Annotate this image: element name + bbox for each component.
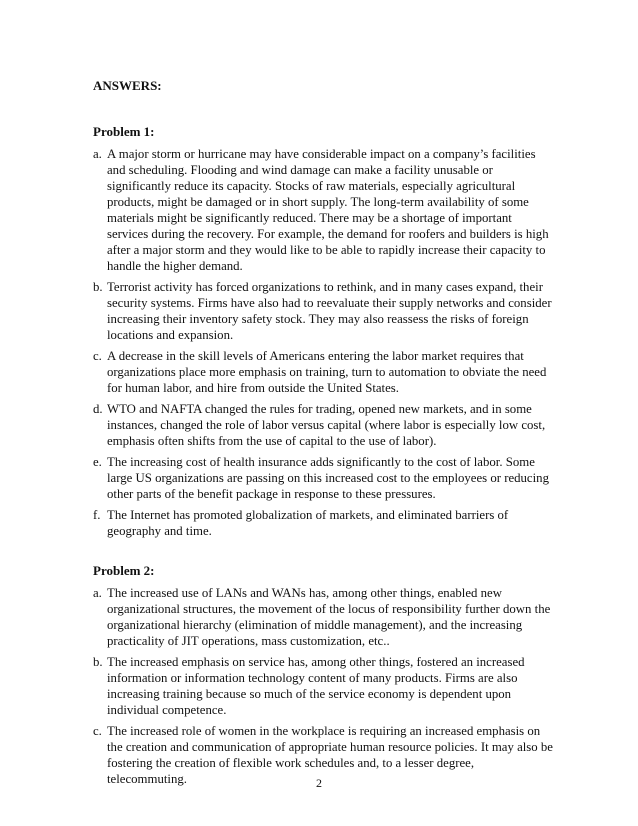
list-marker: c.: [93, 349, 102, 363]
document-body: [93, 78, 553, 811]
list-marker: a.: [93, 586, 102, 600]
list-item-text: Terrorist activity has forced organizations to rethink, and in many cases expand, their security systems. Firms have also had to reevaluate their supply networks and consider increasing their inventory safety stock. They may also reassess the risks of foreign locations and expansion.: [107, 280, 552, 342]
list-marker: c.: [93, 724, 102, 738]
problem-1-heading: Problem 1:: [93, 124, 155, 139]
problem-2-heading: Problem 2:: [93, 563, 155, 578]
list-marker: d.: [93, 402, 103, 416]
list-item: [93, 348, 553, 396]
list-marker: f.: [93, 508, 101, 522]
list-item: [93, 654, 553, 718]
page-number: 2: [316, 776, 322, 790]
list-marker: e.: [93, 455, 102, 469]
list-item-text: The increased role of women in the workplace is requiring an increased emphasis on the creation and communication of appropriate human resource policies. It may also be fostering the creation of flexible work schedules and, to a lesser degree, telecommuting.: [107, 724, 553, 786]
list-item: [93, 585, 553, 649]
list-item-text: The increased use of LANs and WANs has, among other things, enabled new organizational structures, the movement of the locus of responsibility further down the organizational hierarchy (elimination of middle management), and the increasing practicality of JIT operations, mass customization, etc..: [107, 586, 551, 648]
list-item: [93, 279, 553, 343]
list-item-text: The Internet has promoted globalization of markets, and eliminated barriers of geography and time.: [107, 508, 509, 538]
problem-1-section: [93, 124, 553, 539]
list-item: [93, 507, 553, 539]
list-item-text: A major storm or hurricane may have considerable impact on a company’s facilities and scheduling. Flooding and wind damage can make a facility unusable or significantly reduce its capacity. Stocks of raw materials, especially agricultural products, might be damaged or in short supply. The long-term availability of some materials might be significantly reduced. There may be a shortage of important services during the recovery. For example, the demand for roofers and builders is high after a major storm and they would like to be able to rapidly increase their capacity to handle the higher demand.: [107, 147, 549, 273]
problem-1-answer-list: [93, 146, 553, 539]
list-item-text: WTO and NAFTA changed the rules for trading, opened new markets, and in some instances, changed the role of labor versus capital (where labor is especially low cost, emphasis often shifts from the use of capital to the use of labor).: [107, 402, 546, 448]
problem-2-answer-list: [93, 585, 553, 787]
list-item-text: The increasing cost of health insurance adds significantly to the cost of labor. Some large US organizations are passing on this increased cost to the employees or reducing other parts of the benefit package in response to these pressures.: [107, 455, 549, 501]
list-marker: b.: [93, 655, 103, 669]
list-marker: a.: [93, 147, 102, 161]
list-item-text: A decrease in the skill levels of Americans entering the labor market requires that organizations place more emphasis on training, turn to automation to obviate the need for human labor, and hire from outside the United States.: [107, 349, 547, 395]
list-item: [93, 454, 553, 502]
list-marker: b.: [93, 280, 103, 294]
answers-heading: ANSWERS:: [93, 78, 162, 93]
problem-2-section: [93, 563, 553, 787]
list-item: [93, 401, 553, 449]
list-item: [93, 146, 553, 274]
list-item-text: The increased emphasis on service has, among other things, fostered an increased information or information technology content of many products. Firms are also increasing training because so much of the service economy is dependent upon individual competence.: [107, 655, 525, 717]
